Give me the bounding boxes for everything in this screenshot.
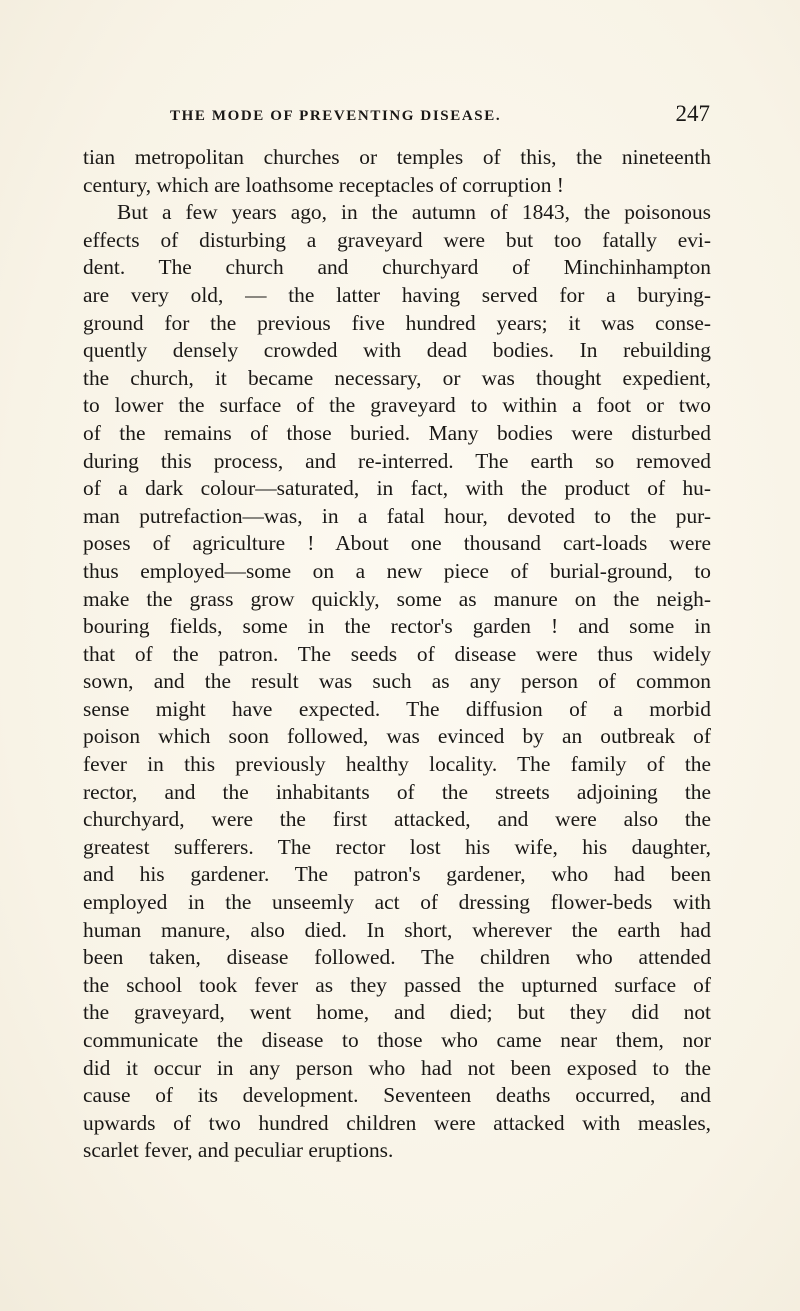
text-line: cause of its development. Seventeen deaths occurred, and: [83, 1083, 711, 1108]
text-line: rector, and the inhabitants of the streets adjoining the: [83, 779, 711, 804]
text-line: and his gardener. The patron's gardener, who had been: [83, 862, 711, 887]
text-line: scarlet fever, and peculiar eruptions.: [83, 1138, 394, 1163]
text-line: are very old, — the latter having served for a burying-: [83, 282, 711, 307]
text-line: quently densely crowded with dead bodies. In rebuilding: [83, 338, 711, 363]
text-line: that of the patron. The seeds of disease were thus widely: [83, 641, 711, 666]
text-line: fever in this previously healthy locality. The family of the: [83, 752, 711, 777]
text-line: sown, and the result was such as any person of common: [83, 669, 711, 694]
text-line: effects of disturbing a graveyard were but too fatally evi-: [83, 227, 711, 252]
text-line: century, which are loathsome receptacles of corruption !: [83, 172, 564, 197]
text-line: greatest sufferers. The rector lost his wife, his daughter,: [83, 834, 711, 859]
text-line: tian metropolitan churches or temples of this, the nineteenth: [83, 145, 711, 169]
text-line: communicate the disease to those who came near them, nor: [83, 1028, 711, 1052]
text-line: poison which soon followed, was evinced by an outbreak of: [83, 724, 711, 749]
text-line: thus employed—some on a new piece of burial-ground, to: [83, 558, 711, 583]
text-line: bouring fields, some in the rector's garden ! and some in: [83, 614, 711, 639]
text-line: of the remains of those buried. Many bodies were disturbed: [83, 420, 711, 445]
running-title: THE MODE OF PREVENTING DISEASE.: [170, 108, 502, 124]
text-line: ground for the previous five hundred years; it was conse-: [83, 310, 711, 335]
text-line: of a dark colour—saturated, in fact, with the product of hu-: [83, 476, 711, 501]
text-line: churchyard, were the first attacked, and were also the: [83, 807, 711, 832]
text-line: human manure, also died. In short, wherever the earth had: [83, 917, 711, 942]
running-head: [170, 101, 710, 128]
page-number: 247: [675, 101, 710, 126]
text-line: during this process, and re-interred. The earth so removed: [83, 448, 711, 473]
text-line: But a few years ago, in the autumn of 1843, the poisonous: [117, 200, 711, 225]
text-line: employed in the unseemly act of dressing flower-beds with: [83, 890, 711, 915]
text-line: the graveyard, went home, and died; but they did not: [83, 1000, 711, 1025]
text-line: dent. The church and churchyard of Minchinhampton: [83, 255, 711, 280]
body-paragraph: [83, 144, 711, 1165]
text-line: upwards of two hundred children were attacked with measles,: [83, 1110, 711, 1135]
text-line: did it occur in any person who had not been exposed to the: [83, 1055, 711, 1080]
text-line: poses of agriculture ! About one thousand cart-loads were: [83, 531, 711, 556]
text-line: sense might have expected. The diffusion of a morbid: [83, 696, 711, 721]
text-line: the school took fever as they passed the upturned surface of: [83, 972, 711, 997]
text-line: the church, it became necessary, or was thought expedient,: [83, 365, 711, 390]
text-line: man putrefaction—was, in a fatal hour, devoted to the pur-: [83, 503, 711, 528]
text-line: make the grass grow quickly, some as manure on the neigh-: [83, 586, 711, 611]
text-line: to lower the surface of the graveyard to within a foot or two: [83, 393, 711, 418]
text-line: been taken, disease followed. The children who attended: [83, 945, 711, 970]
